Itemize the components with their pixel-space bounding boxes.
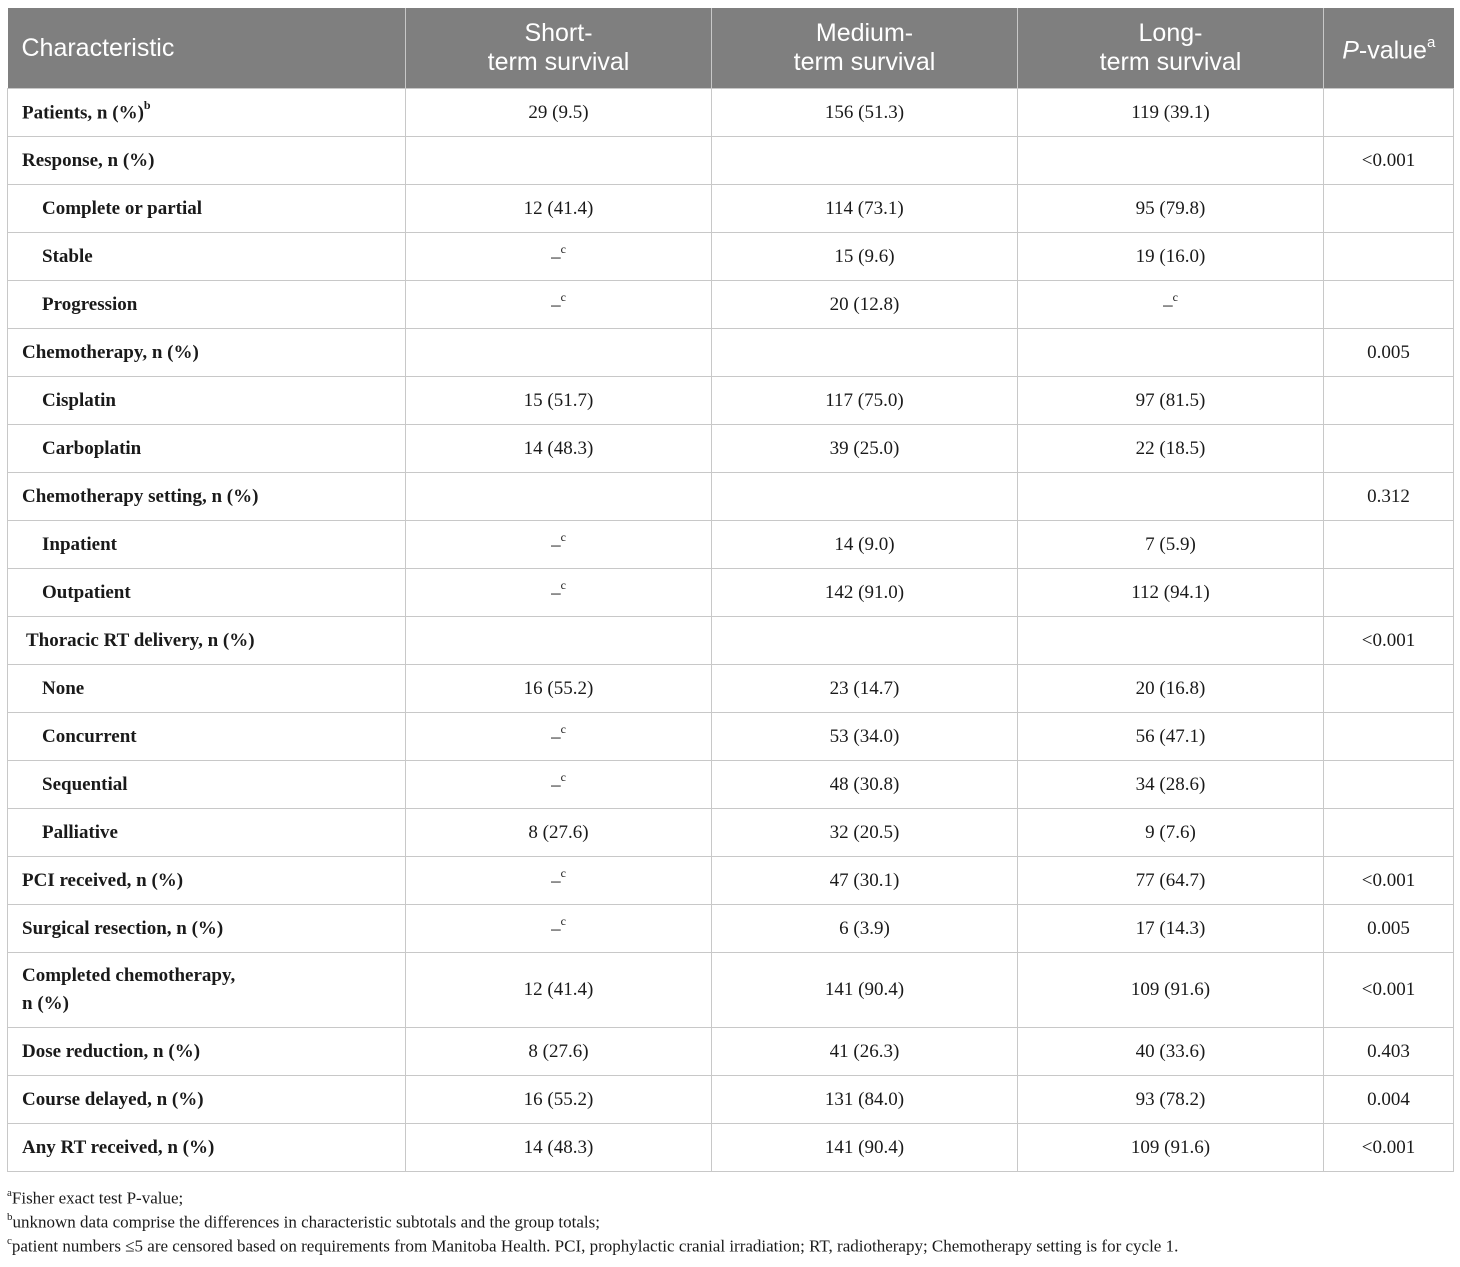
table-row xyxy=(8,761,1454,809)
cell-long xyxy=(1018,329,1324,377)
table-row xyxy=(8,905,1454,953)
row-label: Stable xyxy=(8,233,406,281)
cell-p xyxy=(1324,761,1454,809)
cell-short: 12 (41.4) xyxy=(406,185,712,233)
table-row xyxy=(8,1124,1454,1172)
cell-medium xyxy=(712,617,1018,665)
cell-long: 56 (47.1) xyxy=(1018,713,1324,761)
cell-long: 119 (39.1) xyxy=(1018,89,1324,137)
table-row xyxy=(8,569,1454,617)
cell-medium xyxy=(712,329,1018,377)
cell-short: 14 (48.3) xyxy=(406,425,712,473)
cell-p xyxy=(1324,281,1454,329)
cell-long: 19 (16.0) xyxy=(1018,233,1324,281)
row-label: Dose reduction, n (%) xyxy=(8,1028,406,1076)
cell-long xyxy=(1018,473,1324,521)
table-row xyxy=(8,665,1454,713)
cell-long: 97 (81.5) xyxy=(1018,377,1324,425)
table-row xyxy=(8,473,1454,521)
cell-p: 0.004 xyxy=(1324,1076,1454,1124)
cell-short: 16 (55.2) xyxy=(406,1076,712,1124)
table-row xyxy=(8,809,1454,857)
cell-long: 40 (33.6) xyxy=(1018,1028,1324,1076)
results-table-container xyxy=(7,8,1453,1172)
table-row xyxy=(8,89,1454,137)
cell-long: 17 (14.3) xyxy=(1018,905,1324,953)
cell-medium: 20 (12.8) xyxy=(712,281,1018,329)
row-label: Sequential xyxy=(8,761,406,809)
table-row xyxy=(8,1028,1454,1076)
row-label: Completed chemotherapy, n (%) xyxy=(8,953,406,1028)
cell-medium xyxy=(712,137,1018,185)
cell-short: –$^c$ xyxy=(406,281,712,329)
cell-short xyxy=(406,137,712,185)
cell-short: 8 (27.6) xyxy=(406,809,712,857)
cell-p xyxy=(1324,89,1454,137)
cell-medium: 23 (14.7) xyxy=(712,665,1018,713)
cell-medium: 15 (9.6) xyxy=(712,233,1018,281)
row-label: None xyxy=(8,665,406,713)
cell-medium: 41 (26.3) xyxy=(712,1028,1018,1076)
header-short-term: Short- term survival xyxy=(406,8,712,89)
cell-medium: 114 (73.1) xyxy=(712,185,1018,233)
cell-medium: 142 (91.0) xyxy=(712,569,1018,617)
header-p-value: P-value$^a$ xyxy=(1324,8,1454,89)
cell-short: 15 (51.7) xyxy=(406,377,712,425)
row-label: Any RT received, n (%) xyxy=(8,1124,406,1172)
cell-medium: 117 (75.0) xyxy=(712,377,1018,425)
cell-medium: 141 (90.4) xyxy=(712,953,1018,1028)
table-row xyxy=(8,233,1454,281)
cell-p xyxy=(1324,713,1454,761)
cell-medium: 141 (90.4) xyxy=(712,1124,1018,1172)
footnote-a: $^a$Fisher exact test P-value; xyxy=(7,1187,184,1208)
cell-long: 20 (16.8) xyxy=(1018,665,1324,713)
cell-p: 0.005 xyxy=(1324,905,1454,953)
cell-short: 29 (9.5) xyxy=(406,89,712,137)
row-label: Patients, n (%)$^b$ xyxy=(8,89,406,137)
row-label: Progression xyxy=(8,281,406,329)
row-label: Palliative xyxy=(8,809,406,857)
cell-short xyxy=(406,329,712,377)
row-label: Carboplatin xyxy=(8,425,406,473)
cell-medium: 53 (34.0) xyxy=(712,713,1018,761)
cell-p: <0.001 xyxy=(1324,857,1454,905)
row-label: PCI received, n (%) xyxy=(8,857,406,905)
cell-short xyxy=(406,617,712,665)
table-row xyxy=(8,1076,1454,1124)
row-label: Outpatient xyxy=(8,569,406,617)
table-row xyxy=(8,617,1454,665)
cell-p xyxy=(1324,569,1454,617)
cell-p xyxy=(1324,809,1454,857)
cell-medium: 131 (84.0) xyxy=(712,1076,1018,1124)
cell-medium: 6 (3.9) xyxy=(712,905,1018,953)
cell-p: 0.403 xyxy=(1324,1028,1454,1076)
cell-p: <0.001 xyxy=(1324,953,1454,1028)
cell-long: 22 (18.5) xyxy=(1018,425,1324,473)
cell-medium: 32 (20.5) xyxy=(712,809,1018,857)
table-row xyxy=(8,953,1454,1028)
table-header-row xyxy=(8,8,1454,89)
row-label: Thoracic RT delivery, n (%) xyxy=(8,617,406,665)
cell-short: 12 (41.4) xyxy=(406,953,712,1028)
cell-short: –$^c$ xyxy=(406,761,712,809)
cell-short: –$^c$ xyxy=(406,857,712,905)
table-row xyxy=(8,329,1454,377)
cell-long: 9 (7.6) xyxy=(1018,809,1324,857)
cell-medium: 39 (25.0) xyxy=(712,425,1018,473)
row-label: Chemotherapy, n (%) xyxy=(8,329,406,377)
header-medium-term: Medium- term survival xyxy=(712,8,1018,89)
cell-short xyxy=(406,473,712,521)
cell-medium: 14 (9.0) xyxy=(712,521,1018,569)
cell-p xyxy=(1324,425,1454,473)
table-row xyxy=(8,857,1454,905)
cell-p: <0.001 xyxy=(1324,617,1454,665)
cell-short: –$^c$ xyxy=(406,905,712,953)
table-row xyxy=(8,377,1454,425)
cell-short: –$^c$ xyxy=(406,233,712,281)
cell-p xyxy=(1324,233,1454,281)
footnote-b: $^b$unknown data comprise the differences in characteristic subtotals and the group totals; xyxy=(7,1211,600,1232)
table-footnotes xyxy=(7,1182,1453,1254)
survival-characteristics-table xyxy=(7,8,1454,1172)
cell-long: 109 (91.6) xyxy=(1018,953,1324,1028)
table-row xyxy=(8,425,1454,473)
table-row xyxy=(8,281,1454,329)
cell-long xyxy=(1018,137,1324,185)
cell-long: 93 (78.2) xyxy=(1018,1076,1324,1124)
cell-long: 95 (79.8) xyxy=(1018,185,1324,233)
cell-p: 0.005 xyxy=(1324,329,1454,377)
cell-medium: 48 (30.8) xyxy=(712,761,1018,809)
cell-p xyxy=(1324,521,1454,569)
cell-p: <0.001 xyxy=(1324,1124,1454,1172)
cell-long: 77 (64.7) xyxy=(1018,857,1324,905)
header-long-term: Long- term survival xyxy=(1018,8,1324,89)
table-row xyxy=(8,137,1454,185)
row-label: Concurrent xyxy=(8,713,406,761)
cell-p xyxy=(1324,377,1454,425)
cell-p xyxy=(1324,665,1454,713)
row-label: Response, n (%) xyxy=(8,137,406,185)
table-row xyxy=(8,521,1454,569)
row-label: Inpatient xyxy=(8,521,406,569)
cell-long: 109 (91.6) xyxy=(1018,1124,1324,1172)
table-row xyxy=(8,185,1454,233)
table-row xyxy=(8,713,1454,761)
cell-medium xyxy=(712,473,1018,521)
row-label: Course delayed, n (%) xyxy=(8,1076,406,1124)
header-characteristic: Characteristic xyxy=(8,8,406,89)
cell-short: 14 (48.3) xyxy=(406,1124,712,1172)
row-label: Surgical resection, n (%) xyxy=(8,905,406,953)
cell-p xyxy=(1324,185,1454,233)
cell-long: 7 (5.9) xyxy=(1018,521,1324,569)
cell-short: –$^c$ xyxy=(406,713,712,761)
cell-medium: 47 (30.1) xyxy=(712,857,1018,905)
cell-p: 0.312 xyxy=(1324,473,1454,521)
cell-short: –$^c$ xyxy=(406,521,712,569)
row-label: Cisplatin xyxy=(8,377,406,425)
cell-long xyxy=(1018,617,1324,665)
cell-long: 112 (94.1) xyxy=(1018,569,1324,617)
row-label: Chemotherapy setting, n (%) xyxy=(8,473,406,521)
footnote-c: $^c$patient numbers ≤5 are censored based on requirements from Manitoba Health. PCI, prophylactic cranial irradiation; RT, radiotherapy; Chemotherapy setting is for cycle 1. xyxy=(7,1235,1179,1256)
cell-p: <0.001 xyxy=(1324,137,1454,185)
cell-short: 16 (55.2) xyxy=(406,665,712,713)
row-label: Complete or partial xyxy=(8,185,406,233)
cell-medium: 156 (51.3) xyxy=(712,89,1018,137)
cell-long: 34 (28.6) xyxy=(1018,761,1324,809)
cell-short: –$^c$ xyxy=(406,569,712,617)
cell-short: 8 (27.6) xyxy=(406,1028,712,1076)
cell-long: –$^c$ xyxy=(1018,281,1324,329)
